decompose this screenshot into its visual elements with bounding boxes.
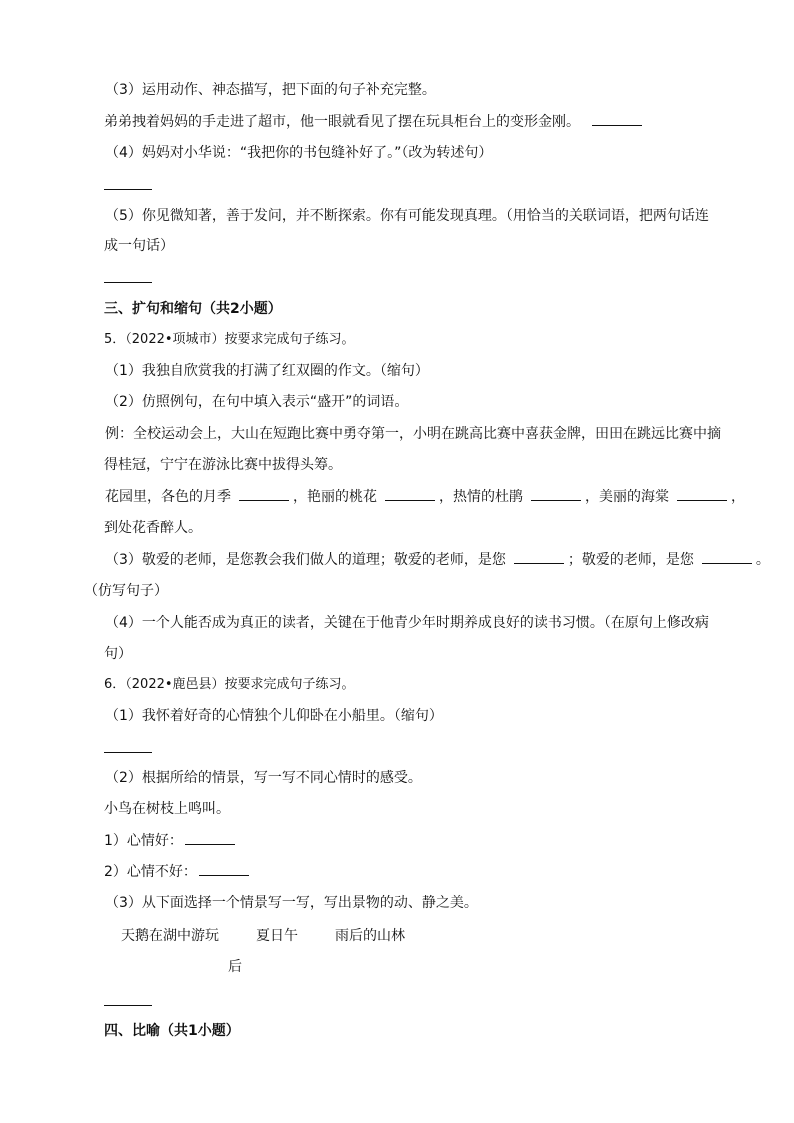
q5-1: （1）我独自欣赏我的打满了红双圈的作文。（缩句）: [105, 363, 429, 379]
q5-fill-p5: ，: [731, 489, 745, 505]
q5-4-b: 句）: [104, 646, 132, 662]
q5-3-p2: ；敬爱的老师，是您: [567, 552, 694, 568]
answer-blank[interactable]: [702, 550, 752, 564]
answer-blank[interactable]: [199, 862, 249, 876]
q4-3-sentence: [104, 112, 646, 132]
q5-example-b: 得桂冠，宁宁在游泳比赛中拔得头筹。: [104, 457, 342, 473]
answer-line[interactable]: [104, 752, 152, 753]
q6-option-2a: 夏日午: [256, 928, 298, 944]
answer-line[interactable]: [104, 1005, 152, 1006]
answer-blank[interactable]: [239, 487, 289, 501]
q6-option-3: 雨后的山林: [335, 928, 405, 944]
q5-2: （2）仿照例句，在句中填入表示“盛开”的词语。: [105, 394, 409, 410]
answer-line[interactable]: [104, 189, 152, 190]
q4-5-prompt-a: （5）你见微知著，善于发问，并不断探索。你有可能发现真理。（用恰当的关联词语，把两句话连: [105, 208, 709, 224]
q5-4-a: （4）一个人能否成为真正的读者，关键在于他青少年时期养成良好的读书习惯。（在原句上修改病: [105, 615, 709, 631]
q6-mood-good-label: 1）心情好：: [104, 833, 183, 849]
q5-3-line: [105, 550, 770, 570]
q6-3: （3）从下面选择一个情景写一写，写出景物的动、静之美。: [105, 895, 478, 911]
section-4-title: 四、比喻（共1小题）: [104, 1023, 240, 1039]
q5-head: 5．（2022•项城市）按要求完成句子练习。: [104, 332, 355, 347]
answer-blank[interactable]: [677, 487, 727, 501]
q5-example-a: 例：全校运动会上，大山在短跑比赛中勇夺第一，小明在跳高比赛中喜获金牌，田田在跳远比赛中摘: [105, 426, 721, 442]
q5-fill-line: [105, 487, 745, 507]
q5-3-p3: 。: [755, 552, 770, 568]
q6-mood-bad: [104, 862, 253, 882]
q6-2: （2）根据所给的情景，写一写不同心情时的感受。: [105, 770, 422, 786]
section-3-title: 三、扩句和缩句（共2小题）: [104, 301, 282, 317]
q6-mood-bad-label: 2）心情不好：: [104, 864, 197, 880]
q5-fill-p1: 花园里，各色的月季: [105, 489, 231, 505]
q6-scene: 小鸟在树枝上鸣叫。: [104, 801, 230, 817]
answer-blank[interactable]: [185, 831, 235, 845]
q6-mood-good: [104, 831, 239, 851]
q6-head: 6．（2022•鹿邑县）按要求完成句子练习。: [104, 677, 355, 692]
q5-fill-p3: ，热情的杜鹃: [439, 489, 523, 505]
q6-1: （1）我怀着好奇的心情独个儿仰卧在小船里。（缩句）: [105, 708, 443, 724]
answer-blank[interactable]: [514, 550, 564, 564]
q5-3-tail: （仿写句子）: [84, 583, 168, 599]
q4-3-prompt: （3）运用动作、神态描写，把下面的句子补充完整。: [105, 82, 436, 98]
answer-blank[interactable]: [385, 487, 435, 501]
answer-blank[interactable]: [592, 112, 642, 126]
q4-3-sentence-text: 弟弟拽着妈妈的手走进了超市，他一眼就看见了摆在玩具柜台上的变形金刚。: [104, 114, 580, 130]
q6-option-1: 天鹅在湖中游玩: [121, 928, 219, 944]
q6-option-2b: 后: [228, 959, 242, 975]
q5-fill-tail: 到处花香醉人。: [104, 520, 202, 536]
answer-blank[interactable]: [531, 487, 581, 501]
q4-5-prompt-b: 成一句话）: [104, 238, 174, 254]
q5-3-p1: （3）敬爱的老师，是您教会我们做人的道理；敬爱的老师，是您: [105, 552, 506, 568]
q5-fill-p2: ，艳丽的桃花: [293, 489, 377, 505]
q5-fill-p4: ，美丽的海棠: [585, 489, 669, 505]
q4-4-prompt: （4）妈妈对小华说：“我把你的书包缝补好了。”（改为转述句）: [105, 145, 493, 161]
answer-line[interactable]: [104, 282, 152, 283]
